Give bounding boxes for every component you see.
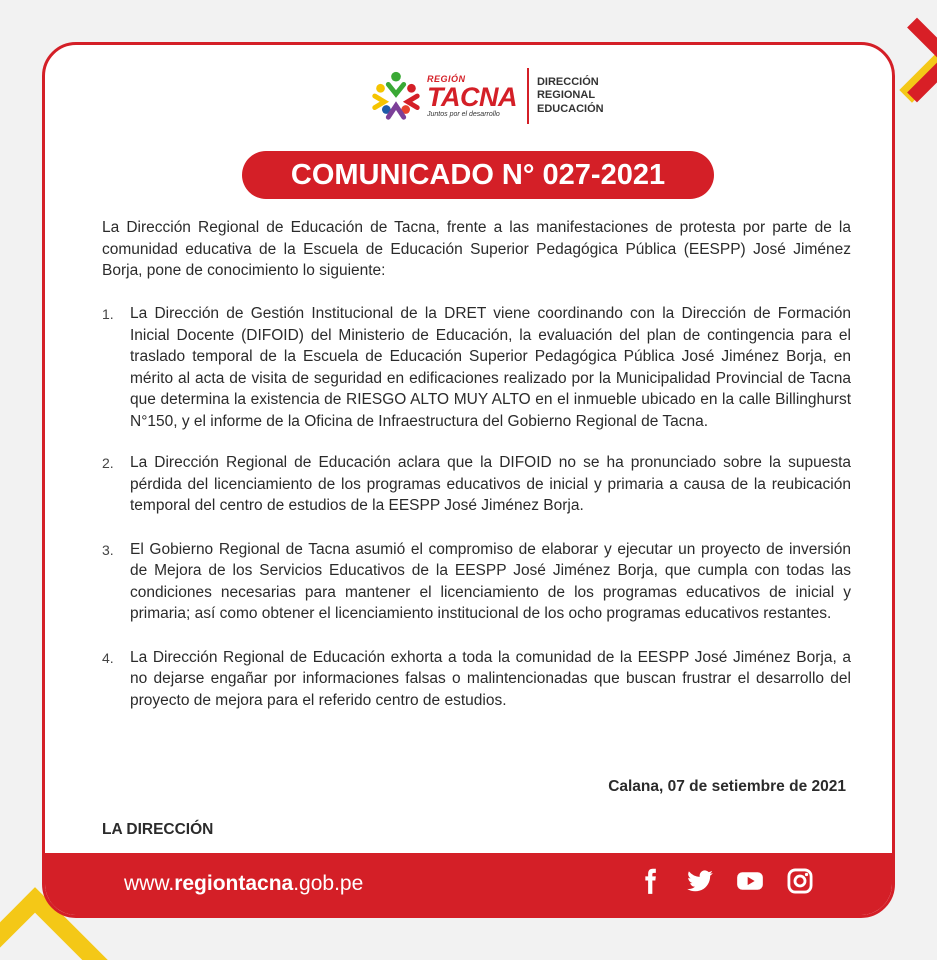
twitter-icon[interactable]: [686, 867, 714, 895]
list-item-number: 2.: [102, 455, 114, 471]
url-suffix: .gob.pe: [293, 872, 364, 895]
list-item: [102, 539, 851, 625]
logo-dept-line-2: REGIONAL: [536, 89, 596, 102]
list-item: [102, 647, 851, 712]
website-link[interactable]: [124, 872, 363, 896]
list-item-text: La Dirección Regional de Educación aclara que la DIFOID no se ha pronunciado sobre la supuesta pérdida del licenciamiento de los programas educativos de inicial y primaria a causa de la reubicación temporal del centro de estudios de la EESPP José Jiménez Borja.: [130, 454, 851, 514]
youtube-icon[interactable]: [736, 867, 764, 895]
list-item-number: 3.: [102, 541, 114, 558]
signoff: LA DIRECCIÓN: [102, 821, 214, 838]
logo-tagline: Juntos por el desarrollo: [427, 110, 500, 118]
facebook-icon[interactable]: [636, 867, 664, 895]
logo-dept-line-3: EDUCACIÓN: [536, 102, 604, 115]
logo-wordmark: [427, 75, 517, 118]
logo-department: [537, 76, 604, 116]
list-item-text: La Dirección de Gestión Institucional de la DRET viene coordinando con la Dirección de Formación Inicial Docente (DIFOID) del Ministerio de Educación, la evaluación del plan de contingencia para el traslado temporal de la Escuela de Educación Superior Pedagógica Pública José Jiménez Borja, en mérito al acta de visita de seguridad en edificaciones realizado por la Municipalidad Provincial de Tacna que determina la existencia de RIESGO ALTO MUY ALTO en el inmueble ubicado en la calle Billinghurst N°150, y el informe de la Oficina de Infraestructura del Gobierno Regional de Tacna.: [130, 305, 851, 430]
list-item-text: La Dirección Regional de Educación exhorta a toda la comunidad de la EESPP José Jiménez Borja, a no dejarse engañar por informaciones falsas o malintencionadas que buscan frustrar el desarrollo del proyecto de mejora para el referido centro de estudios.: [130, 648, 851, 709]
url-prefix: www.: [124, 872, 175, 895]
header-logo: [367, 65, 607, 127]
logo-tacna-label: TACNA: [427, 81, 517, 112]
url-domain: regiontacna: [174, 872, 294, 895]
region-tacna-logo-icon: [367, 67, 425, 125]
instagram-icon[interactable]: [786, 867, 814, 895]
communique-card: [42, 42, 895, 918]
logo-region-label: REGIÓN: [427, 73, 466, 84]
communique-title: COMUNICADO N° 027-2021: [242, 151, 714, 199]
social-links: [636, 867, 814, 895]
list-item: [102, 303, 851, 432]
logo-dept-line-1: DIRECCIÓN: [536, 76, 599, 89]
list-item-number: 1.: [102, 306, 114, 322]
intro-paragraph: La Dirección Regional de Educación de Tacna, frente a las manifestaciones de protesta por parte de la comunidad educativa de la Escuela de Educación Superior Pedagógica Pública (EESPP) José Jiménez Borja, pone de conocimiento lo siguiente:: [102, 219, 851, 279]
logo-divider: [527, 68, 529, 124]
list-item-text: El Gobierno Regional de Tacna asumió el compromiso de elaborar y ejecutar un proyecto de inversión de Mejora de los Servicios Educativos de la EESPP José Jiménez Borja, que cumpla con todas las condiciones necesarias para mantener el licenciamiento de los programas educativos de inicial y primaria; así como obtener el licenciamiento institucional de los ocho programas educativos restantes.: [130, 540, 851, 622]
list-item-number: 4.: [102, 649, 114, 666]
date-line: Calana, 07 de setiembre de 2021: [608, 778, 846, 795]
communique-items: [102, 303, 851, 711]
list-item: [102, 452, 851, 517]
footer-bar: [45, 853, 892, 915]
